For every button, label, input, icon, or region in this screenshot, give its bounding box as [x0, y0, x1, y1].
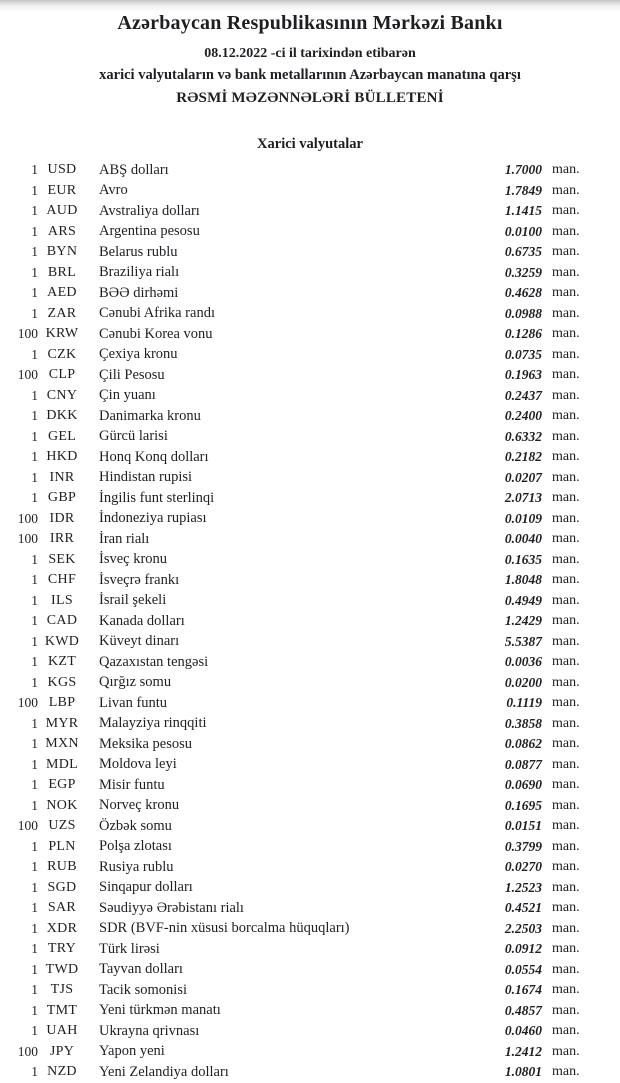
row-quantity: 100: [17, 367, 38, 383]
row-quantity: 1: [31, 264, 38, 280]
row-unit-label: man.: [552, 346, 580, 362]
table-row: [0, 447, 620, 468]
table-row: [0, 509, 620, 530]
row-quantity: 1: [31, 654, 38, 670]
row-currency-code: CZK: [47, 346, 77, 362]
row-quantity: 1: [31, 797, 38, 813]
row-rate-value: 1.2429: [504, 613, 542, 629]
table-row: [0, 960, 620, 981]
rates-table: [0, 160, 620, 1083]
row-currency-code: MXN: [45, 736, 79, 752]
row-currency-code: KRW: [45, 326, 79, 342]
row-rate-value: 0.0109: [504, 510, 542, 526]
row-quantity: 1: [31, 674, 38, 690]
row-currency-name: Yeni Zelandiya dolları: [99, 1063, 229, 1080]
row-rate-value: 0.1695: [504, 797, 542, 813]
row-unit-label: man.: [552, 797, 580, 813]
row-currency-code: KWD: [44, 633, 80, 649]
row-currency-code: CHF: [47, 572, 77, 588]
row-quantity: 1: [31, 879, 38, 895]
row-currency-code: RUB: [47, 859, 77, 875]
row-rate-value: 2.0713: [504, 490, 542, 506]
row-quantity: 1: [31, 777, 38, 793]
row-rate-value: 2.2503: [504, 920, 542, 936]
row-quantity: 100: [17, 1043, 38, 1059]
row-currency-name: Çili Pesosu: [99, 366, 165, 383]
row-quantity: 1: [31, 1064, 38, 1080]
row-unit-label: man.: [552, 920, 580, 936]
row-currency-code: USD: [47, 162, 77, 178]
table-row: [0, 386, 620, 407]
row-rate-value: 0.0862: [504, 736, 542, 752]
row-currency-name: Çin yuanı: [99, 387, 156, 404]
row-currency-code: AED: [47, 285, 77, 301]
row-currency-name: Kanada dolları: [99, 612, 185, 629]
row-currency-name: Türk lirəsi: [99, 940, 160, 957]
row-currency-code: HKD: [46, 449, 78, 465]
row-currency-name: İran rialı: [99, 530, 150, 547]
table-row: [0, 714, 620, 735]
row-rate-value: 0.0036: [504, 654, 542, 670]
row-currency-name: Gürcü larisi: [99, 428, 168, 445]
table-row: [0, 939, 620, 960]
row-quantity: 100: [17, 510, 38, 526]
table-row: [0, 283, 620, 304]
table-row: [0, 816, 620, 837]
table-row: [0, 488, 620, 509]
row-quantity: 1: [31, 572, 38, 588]
table-row: [0, 1001, 620, 1022]
row-currency-code: TRY: [47, 941, 77, 957]
row-currency-code: UAH: [46, 1023, 78, 1039]
row-unit-label: man.: [552, 592, 580, 608]
row-currency-name: ABŞ dolları: [99, 161, 169, 178]
table-row: [0, 160, 620, 181]
row-rate-value: 0.2437: [504, 387, 542, 403]
row-currency-name: Danimarka kronu: [99, 407, 201, 424]
row-unit-label: man.: [552, 654, 580, 670]
section-title-foreign-currencies: Xarici valyutalar: [257, 136, 363, 152]
row-currency-code: ILS: [51, 592, 73, 608]
table-row: [0, 345, 620, 366]
table-row: [0, 591, 620, 612]
row-unit-label: man.: [552, 510, 580, 526]
row-currency-code: CLP: [48, 367, 76, 383]
row-quantity: 1: [31, 387, 38, 403]
row-currency-code: XDR: [46, 920, 78, 936]
row-currency-name: Misir funtu: [99, 776, 165, 793]
row-currency-code: TJS: [50, 982, 74, 998]
row-unit-label: man.: [552, 223, 580, 239]
row-unit-label: man.: [552, 1023, 580, 1039]
row-currency-name: Yeni türkmən manatı: [99, 1002, 221, 1019]
row-rate-value: 0.3259: [504, 264, 542, 280]
row-unit-label: man.: [552, 736, 580, 752]
row-unit-label: man.: [552, 777, 580, 793]
row-unit-label: man.: [552, 449, 580, 465]
row-currency-name: İndoneziya rupiası: [99, 510, 207, 527]
row-unit-label: man.: [552, 387, 580, 403]
row-rate-value: 0.0912: [504, 941, 542, 957]
row-unit-label: man.: [552, 982, 580, 998]
row-quantity: 1: [31, 756, 38, 772]
row-rate-value: 0.1286: [504, 326, 542, 342]
table-row: [0, 632, 620, 653]
row-rate-value: 0.0207: [504, 469, 542, 485]
row-currency-code: BYN: [46, 244, 78, 260]
row-currency-name: Meksika pesosu: [99, 735, 193, 752]
row-currency-name: Ukrayna qrivnası: [99, 1022, 200, 1039]
row-currency-name: Belarus rublu: [99, 243, 178, 260]
table-row: [0, 365, 620, 386]
row-rate-value: 0.4857: [504, 1002, 542, 1018]
table-row: [0, 796, 620, 817]
row-currency-name: İsrail şekeli: [99, 592, 167, 609]
table-row: [0, 201, 620, 222]
table-row: [0, 857, 620, 878]
table-row: [0, 693, 620, 714]
row-currency-code: TWD: [45, 961, 79, 977]
row-quantity: 1: [31, 900, 38, 916]
row-currency-name: Özbək somu: [99, 817, 172, 834]
row-rate-value: 0.0988: [504, 305, 542, 321]
row-unit-label: man.: [552, 531, 580, 547]
row-rate-value: 0.0100: [504, 223, 542, 239]
row-currency-code: INR: [49, 469, 75, 485]
row-currency-name: Malayziya rinqqiti: [99, 715, 207, 732]
row-currency-code: KGS: [47, 674, 77, 690]
table-row: [0, 427, 620, 448]
row-unit-label: man.: [552, 428, 580, 444]
row-rate-value: 0.1635: [504, 551, 542, 567]
row-rate-value: 0.4628: [504, 285, 542, 301]
row-unit-label: man.: [552, 613, 580, 629]
table-row: [0, 775, 620, 796]
row-rate-value: 0.0735: [504, 346, 542, 362]
row-currency-code: CNY: [46, 387, 78, 403]
row-currency-name: Moldova leyi: [99, 756, 177, 773]
table-row: [0, 242, 620, 263]
row-currency-name: Çexiya kronu: [99, 346, 178, 363]
bulletin-title: RƏSMİ MƏZƏNNƏLƏRİ BÜLLETENİ: [176, 90, 444, 106]
table-row: [0, 1042, 620, 1063]
row-quantity: 1: [31, 613, 38, 629]
row-currency-code: SGD: [47, 879, 77, 895]
row-quantity: 1: [31, 305, 38, 321]
row-rate-value: 0.6735: [504, 244, 542, 260]
row-quantity: 1: [31, 859, 38, 875]
row-currency-code: AUD: [46, 203, 78, 219]
table-row: [0, 611, 620, 632]
row-rate-value: 0.0040: [504, 531, 542, 547]
row-currency-code: ARS: [47, 223, 77, 239]
table-row: [0, 980, 620, 1001]
row-rate-value: 5.5387: [504, 633, 542, 649]
table-row: [0, 1062, 620, 1083]
row-rate-value: 0.0877: [504, 756, 542, 772]
row-unit-label: man.: [552, 182, 580, 198]
row-quantity: 100: [17, 326, 38, 342]
row-quantity: 1: [31, 1002, 38, 1018]
table-row: [0, 222, 620, 243]
row-currency-name: Yapon yeni: [99, 1043, 165, 1060]
row-quantity: 1: [31, 428, 38, 444]
row-quantity: 100: [17, 531, 38, 547]
bulletin-header: [0, 0, 620, 107]
row-quantity: 1: [31, 203, 38, 219]
row-quantity: 1: [31, 715, 38, 731]
row-rate-value: 0.0554: [504, 961, 542, 977]
row-quantity: 1: [31, 838, 38, 854]
table-row: [0, 468, 620, 489]
row-unit-label: man.: [552, 203, 580, 219]
row-unit-label: man.: [552, 715, 580, 731]
row-unit-label: man.: [552, 859, 580, 875]
row-currency-name: Avro: [99, 182, 128, 199]
table-row: [0, 324, 620, 345]
row-currency-name: Küveyt dinarı: [99, 633, 180, 650]
row-currency-code: IRR: [49, 531, 75, 547]
table-row: [0, 406, 620, 427]
row-currency-code: SEK: [48, 551, 76, 567]
row-rate-value: 0.0200: [504, 674, 542, 690]
row-currency-code: NOK: [46, 797, 78, 813]
row-unit-label: man.: [552, 326, 580, 342]
row-unit-label: man.: [552, 838, 580, 854]
row-unit-label: man.: [552, 367, 580, 383]
row-unit-label: man.: [552, 264, 580, 280]
effective-date-line: 08.12.2022 -ci il tarixindən etibarən: [204, 46, 416, 61]
row-quantity: 1: [31, 408, 38, 424]
table-row: [0, 263, 620, 284]
row-unit-label: man.: [552, 408, 580, 424]
row-rate-value: 0.0270: [504, 859, 542, 875]
row-currency-code: SAR: [47, 900, 77, 916]
row-quantity: 1: [31, 182, 38, 198]
table-row: [0, 1021, 620, 1042]
row-rate-value: 0.4521: [504, 900, 542, 916]
table-row: [0, 755, 620, 776]
bank-name-title: Azərbaycan Respublikasının Mərkəzi Bankı: [117, 12, 503, 34]
table-row: [0, 304, 620, 325]
row-currency-name: İsveç kronu: [99, 551, 168, 568]
row-unit-label: man.: [552, 941, 580, 957]
row-currency-code: EUR: [47, 182, 77, 198]
table-row: [0, 550, 620, 571]
row-rate-value: 0.1674: [504, 982, 542, 998]
row-quantity: 1: [31, 1023, 38, 1039]
row-currency-name: Hindistan rupisi: [99, 469, 193, 486]
row-currency-name: Polşa zlotası: [99, 838, 172, 855]
row-rate-value: 1.7849: [504, 182, 542, 198]
row-currency-code: JPY: [49, 1043, 75, 1059]
row-quantity: 1: [31, 162, 38, 178]
row-currency-name: Honq Konq dolları: [99, 448, 209, 465]
row-currency-name: Braziliya rialı: [99, 264, 180, 281]
row-currency-code: EGP: [48, 777, 76, 793]
row-currency-code: UZS: [48, 818, 76, 834]
row-rate-value: 0.3858: [504, 715, 542, 731]
row-currency-code: IDR: [49, 510, 75, 526]
row-currency-code: MYR: [45, 715, 79, 731]
table-row: [0, 652, 620, 673]
row-quantity: 1: [31, 592, 38, 608]
row-unit-label: man.: [552, 285, 580, 301]
row-currency-name: Argentina pesosu: [99, 223, 200, 240]
row-rate-value: 0.2182: [504, 449, 542, 465]
row-unit-label: man.: [552, 879, 580, 895]
row-rate-value: 1.2412: [504, 1043, 542, 1059]
row-quantity: 1: [31, 551, 38, 567]
row-quantity: 1: [31, 244, 38, 260]
row-unit-label: man.: [552, 162, 580, 178]
row-currency-code: GBP: [47, 490, 77, 506]
row-quantity: 1: [31, 941, 38, 957]
row-currency-name: Qırğız somu: [99, 674, 172, 691]
row-rate-value: 0.1963: [504, 367, 542, 383]
row-rate-value: 0.3799: [504, 838, 542, 854]
row-rate-value: 0.4949: [504, 592, 542, 608]
row-quantity: 1: [31, 982, 38, 998]
row-currency-code: KZT: [47, 654, 77, 670]
row-currency-code: TMT: [46, 1002, 78, 1018]
table-row: [0, 837, 620, 858]
row-rate-value: 0.0460: [504, 1023, 542, 1039]
row-unit-label: man.: [552, 244, 580, 260]
row-rate-value: 0.2400: [504, 408, 542, 424]
row-unit-label: man.: [552, 551, 580, 567]
row-currency-name: Cənubi Korea vonu: [99, 325, 213, 342]
row-currency-name: Sinqapur dolları: [99, 879, 193, 896]
table-row: [0, 181, 620, 202]
table-row: [0, 919, 620, 940]
row-currency-code: MDL: [45, 756, 78, 772]
row-currency-name: Tacik somonisi: [99, 981, 187, 998]
row-quantity: 1: [31, 490, 38, 506]
table-row: [0, 734, 620, 755]
row-currency-name: Qazaxıstan tengəsi: [99, 653, 209, 670]
row-currency-name: İsveçrə frankı: [99, 571, 180, 588]
row-currency-name: Rusiya rublu: [99, 858, 174, 875]
row-unit-label: man.: [552, 305, 580, 321]
table-row: [0, 878, 620, 899]
row-currency-name: BƏƏ dirhəmi: [99, 284, 179, 301]
row-rate-value: 1.0801: [504, 1064, 542, 1080]
row-quantity: 1: [31, 469, 38, 485]
row-rate-value: 1.2523: [504, 879, 542, 895]
row-currency-name: SDR (BVF-nin xüsusi borcalma hüquqları): [99, 920, 350, 937]
row-rate-value: 0.1119: [506, 695, 542, 711]
table-row: [0, 673, 620, 694]
row-unit-label: man.: [552, 818, 580, 834]
row-unit-label: man.: [552, 490, 580, 506]
row-currency-name: Livan funtu: [99, 694, 168, 711]
row-quantity: 100: [17, 818, 38, 834]
row-quantity: 1: [31, 223, 38, 239]
row-currency-name: Avstraliya dolları: [99, 202, 200, 219]
row-currency-code: NZD: [47, 1064, 77, 1080]
row-rate-value: 1.8048: [504, 572, 542, 588]
row-currency-name: Tayvan dolları: [99, 961, 183, 978]
row-unit-label: man.: [552, 900, 580, 916]
row-currency-code: PLN: [48, 838, 76, 854]
row-unit-label: man.: [552, 695, 580, 711]
row-unit-label: man.: [552, 1043, 580, 1059]
row-currency-name: Cənubi Afrika randı: [99, 305, 215, 322]
row-unit-label: man.: [552, 633, 580, 649]
table-row: [0, 529, 620, 550]
row-rate-value: 0.0151: [504, 818, 542, 834]
row-rate-value: 1.1415: [504, 203, 542, 219]
row-unit-label: man.: [552, 469, 580, 485]
row-currency-name: Norveç kronu: [99, 797, 180, 814]
bulletin-subtitle: xarici valyutaların və bank metallarının Azərbaycan manatına qarşı: [99, 67, 521, 83]
row-currency-name: İngilis funt sterlinqi: [99, 489, 215, 506]
row-rate-value: 0.0690: [504, 777, 542, 793]
row-unit-label: man.: [552, 572, 580, 588]
row-quantity: 1: [31, 346, 38, 362]
row-quantity: 1: [31, 633, 38, 649]
row-unit-label: man.: [552, 961, 580, 977]
row-quantity: 1: [31, 961, 38, 977]
row-rate-value: 0.6332: [504, 428, 542, 444]
row-currency-code: GEL: [47, 428, 77, 444]
row-currency-code: BRL: [47, 264, 77, 280]
row-quantity: 100: [17, 695, 38, 711]
table-row: [0, 898, 620, 919]
row-unit-label: man.: [552, 756, 580, 772]
row-quantity: 1: [31, 449, 38, 465]
row-currency-code: LBP: [48, 695, 76, 711]
row-currency-code: DKK: [46, 408, 78, 424]
row-unit-label: man.: [552, 674, 580, 690]
row-quantity: 1: [31, 920, 38, 936]
row-unit-label: man.: [552, 1002, 580, 1018]
row-currency-name: Səudiyyə Ərəbistanı rialı: [99, 899, 244, 916]
row-unit-label: man.: [552, 1064, 580, 1080]
row-rate-value: 1.7000: [504, 162, 542, 178]
row-currency-code: ZAR: [47, 305, 77, 321]
table-row: [0, 570, 620, 591]
row-quantity: 1: [31, 736, 38, 752]
row-currency-code: CAD: [46, 613, 78, 629]
row-quantity: 1: [31, 285, 38, 301]
